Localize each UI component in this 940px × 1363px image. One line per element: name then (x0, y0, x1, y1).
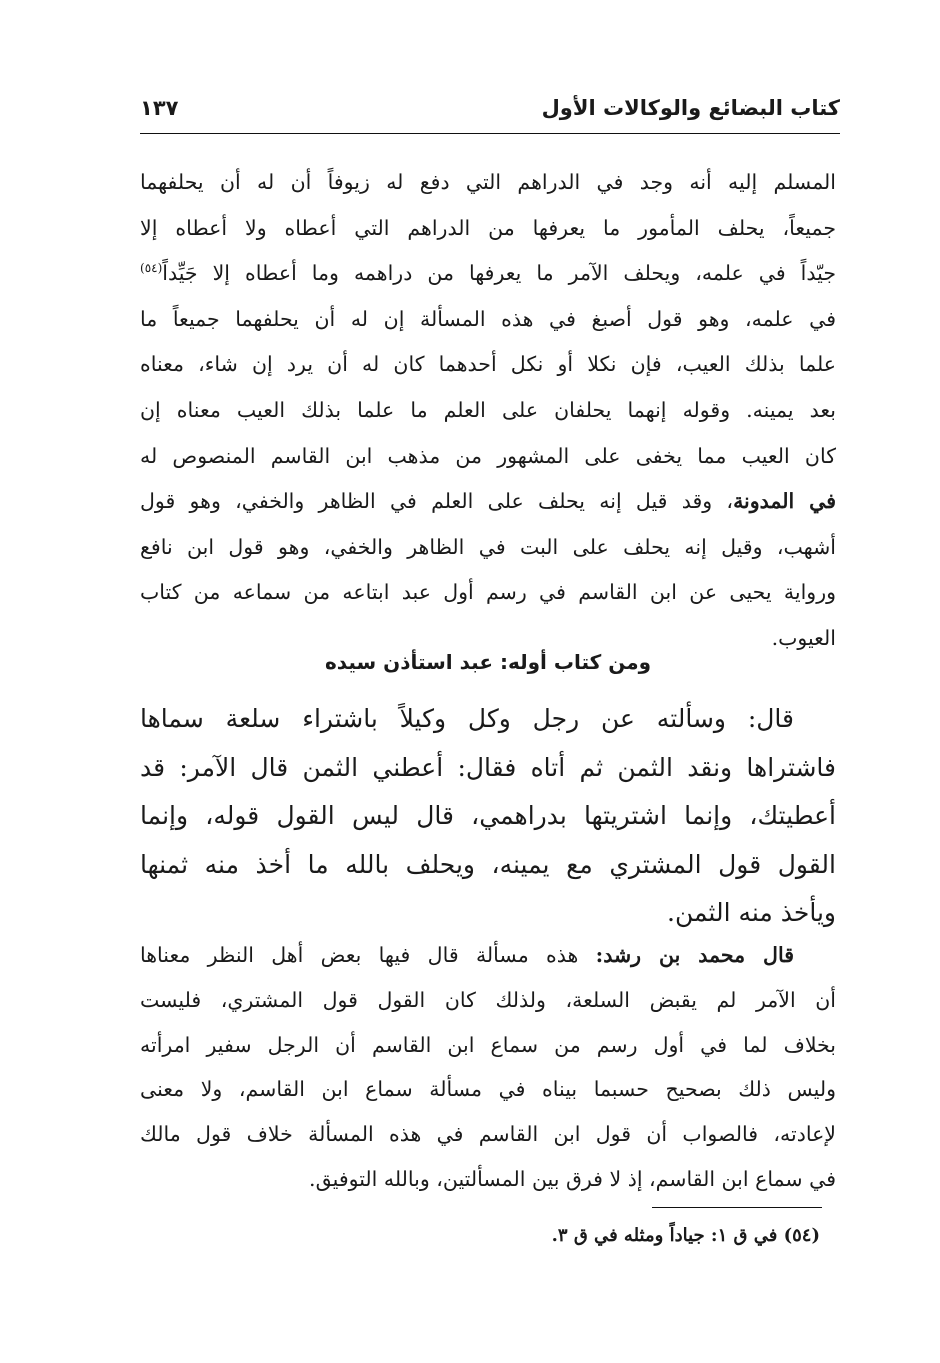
text-line: المسلم إليه أنه وجد في الدراهم التي دفع له زيوفاً أن له أن يحلفهما (140, 170, 836, 194)
text-line (140, 933, 836, 978)
main-text-paragraph (140, 695, 836, 938)
text-line: أعطيتك، وإنما اشتريتها بدراهمي، قال ليس القول قوله، وإنما (140, 801, 836, 830)
text-line-content: هذه مسألة قال فيها بعض أهل النظر معناها (140, 943, 596, 967)
ibn-rushd-commentary (140, 933, 836, 1202)
text-line: قال: وسألته عن رجل وكل وكيلاً باشتراء سلعة سماها (140, 704, 794, 733)
text-line: كان العيب مما يخفى على المشهور من مذهب ابن القاسم المنصوص له (140, 443, 836, 468)
text-line: ورواية يحيى عن ابن القاسم في رسم أول عبد ابتاعه من سماعه من كتاب (140, 580, 836, 605)
section-heading: ومن كتاب أوله: عبد استأذن سيده (324, 650, 652, 674)
text-line-with-footnote (140, 251, 836, 297)
text-line: القول قول المشتري مع يمينه، ويحلف بالله ما أخذ منه ثمنها (140, 849, 836, 879)
text-line: في سماع ابن القاسم، إذ لا فرق بين المسألتين، وبالله التوفيق. (309, 1166, 836, 1191)
text-line: وليس ذلك بصحيح حسبما بيناه في مسألة سماع ابن القاسم، ولا معنى (140, 1077, 836, 1102)
book-title-mudawwana: في المدونة (733, 489, 836, 514)
header-title: كتاب البضائع والوكالات الأول (541, 96, 840, 120)
text-line (140, 479, 836, 525)
text-line: أن الآمر لم يقبض السلعة، ولذلك كان القول قول المشتري، فليست (140, 987, 836, 1012)
text-line: لإعادته، فالصواب أن قول ابن القاسم في هذه المسألة خلاف قول مالك (140, 1122, 836, 1147)
commentary-paragraph (140, 160, 836, 662)
text-line-content: ، وقد قيل إنه يحلف على العلم في الظاهر والخفي، وهو قول (140, 489, 734, 514)
footnote-reference[interactable]: (٥٤) (140, 261, 163, 276)
footnote: (٥٤) في ق ١: جياداً ومثله في ق ٣. (551, 1225, 820, 1246)
header-rule (140, 133, 840, 134)
text-line: بخلاف لما في أول رسم من سماع ابن القاسم أن الرجل سفير امرأته (140, 1032, 836, 1057)
text-line: أشهب، وقيل إنه يحلف على البت في الظاهر والخفي، وهو قول ابن نافع (140, 534, 836, 559)
text-line-content: جيّداً في علمه، ويحلف الآمر ما يعرفها من دراهمه وما أعطاه إلا جَيِّداً (162, 261, 836, 286)
speaker-label: قال محمد بن رشد: (595, 943, 794, 967)
text-line: ويأخذ منه الثمن. (667, 898, 836, 927)
text-line: فاشتراها ونقد الثمن ثم أتاه فقال: أعطني الثمن قال الآمر: قد (140, 752, 836, 782)
footnote-rule (652, 1207, 822, 1208)
text-line: علما بذلك العيب، فإن نكلا أو نكل أحدهما كان له أن يرد إن شاء، معناه (140, 352, 836, 377)
text-line: في علمه، وهو قول أصبغ في هذه المسألة إن له أن يحلفهما جميعاً ما (140, 306, 836, 331)
text-line: جميعاً، يحلف المأمور ما يعرفها من الدراهم التي أعطاه ولا أعطاه إلا (140, 215, 836, 240)
text-line: العيوب. (771, 625, 836, 650)
running-header (140, 96, 840, 132)
page-number: ١٣٧ (140, 96, 179, 120)
text-line: بعد يمينه. وقوله إنهما يحلفان على العلم ما علما بذلك العيب معناه إن (140, 397, 836, 422)
